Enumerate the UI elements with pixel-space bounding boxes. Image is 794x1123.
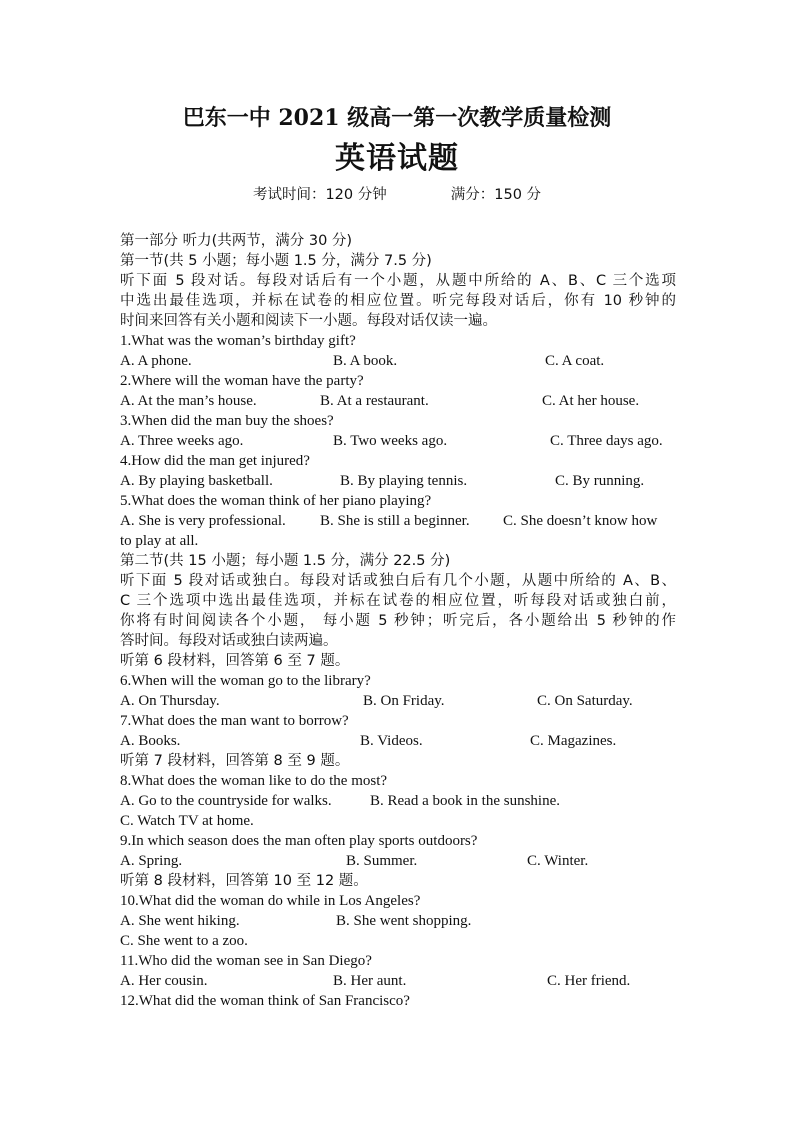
- section1-heading: 第一节(共 5 小题；每小题 1.5 分，满分 7.5 分): [120, 253, 432, 269]
- options-row: [120, 691, 676, 711]
- option-c-continuation: to play at all.: [120, 533, 199, 549]
- option-c: C. By running.: [555, 473, 645, 489]
- subject-title: 英语试题: [335, 141, 459, 176]
- section1-instruction: 听下面 5 段对话。每段对话后有一个小题，从题中所给的 A、B、C 三个选项: [120, 273, 676, 289]
- options-row: [120, 391, 676, 411]
- option-c: C. Watch TV at home.: [120, 813, 254, 829]
- option-a: A. Spring.: [120, 853, 183, 869]
- option-b: B. She went shopping.: [336, 913, 472, 929]
- question-stem: 6.When will the woman go to the library?: [120, 673, 371, 689]
- option-b: B. Videos.: [360, 733, 423, 749]
- options-row: [120, 511, 676, 531]
- options-row: [120, 431, 676, 451]
- option-a: A. She went hiking.: [120, 913, 240, 929]
- option-b: B. A book.: [333, 353, 398, 369]
- option-c: C. Magazines.: [530, 733, 617, 749]
- options-row: [120, 731, 676, 751]
- option-b: B. At a restaurant.: [320, 393, 429, 409]
- option-b: B. Read a book in the sunshine.: [370, 793, 560, 809]
- option-a: A. Go to the countryside for walks.: [120, 793, 332, 809]
- option-c: C. On Saturday.: [537, 693, 633, 709]
- option-c: C. She went to a zoo.: [120, 933, 248, 949]
- option-a: A. Her cousin.: [120, 973, 208, 989]
- options-row: [120, 791, 676, 811]
- material-heading: 听第 8 段材料，回答第 10 至 12 题。: [120, 873, 368, 889]
- exam-score: 满分：150 分: [450, 187, 542, 203]
- option-b: B. Two weeks ago.: [333, 433, 448, 449]
- exam-content: [120, 231, 676, 1011]
- option-b: B. Summer.: [346, 853, 418, 869]
- options-row: [120, 971, 676, 991]
- option-c: C. Winter.: [527, 853, 589, 869]
- school-title: 巴东一中 2021 级高一第一次教学质量检测: [182, 105, 612, 131]
- material-heading: 听第 7 段材料，回答第 8 至 9 题。: [120, 753, 350, 769]
- option-c: C. At her house.: [542, 393, 640, 409]
- section2-instruction: 听下面 5 段对话或独白。每段对话或独白后有几个小题，从题中所给的 A、B、: [120, 573, 676, 589]
- question-stem: 3.When did the man buy the shoes?: [120, 413, 334, 429]
- option-b: B. She is still a beginner.: [320, 513, 470, 529]
- option-a: A. At the man’s house.: [120, 393, 257, 409]
- question-stem: 4.How did the man get injured?: [120, 453, 310, 469]
- question-stem: 10.What did the woman do while in Los Angeles?: [120, 893, 421, 909]
- section2-instruction: 你将有时间阅读各个小题， 每小题 5 秒钟；听完后，各小题给出 5 秒钟的作: [120, 613, 676, 629]
- exam-meta: [0, 185, 794, 205]
- options-row: [120, 931, 676, 951]
- section2-instruction: 答时间。每段对话或独白读两遍。: [120, 633, 338, 649]
- option-a: A. By playing basketball.: [120, 473, 273, 489]
- option-b: B. By playing tennis.: [340, 473, 468, 489]
- option-a: A. On Thursday.: [120, 693, 220, 709]
- options-row: [120, 851, 676, 871]
- options-row: [120, 911, 676, 931]
- option-a: A. She is very professional.: [120, 513, 286, 529]
- option-c: C. Three days ago.: [550, 433, 663, 449]
- section1-instruction: 中选出最佳选项，并标在试卷的相应位置。听完每段对话后，你有 10 秒钟的: [120, 293, 676, 309]
- option-c: C. Her friend.: [547, 973, 631, 989]
- option-a: A. Three weeks ago.: [120, 433, 244, 449]
- part1-heading: 第一部分 听力(共两节，满分 30 分): [120, 233, 353, 249]
- option-a: A. Books.: [120, 733, 181, 749]
- exam-time: 考试时间：120 分钟: [252, 187, 387, 203]
- option-b: B. On Friday.: [363, 693, 445, 709]
- section2-heading: 第二节(共 15 小题；每小题 1.5 分，满分 22.5 分): [120, 553, 451, 569]
- question-stem: 5.What does the woman think of her piano playing?: [120, 493, 432, 509]
- question-stem: 8.What does the woman like to do the most?: [120, 773, 388, 789]
- section1-instruction: 时间来回答有关小题和阅读下一小题。每段对话仅读一遍。: [120, 313, 497, 329]
- material-heading: 听第 6 段材料，回答第 6 至 7 题。: [120, 653, 350, 669]
- option-c: C. A coat.: [545, 353, 605, 369]
- options-row: [120, 811, 676, 831]
- question-stem: 7.What does the man want to borrow?: [120, 713, 349, 729]
- option-a: A. A phone.: [120, 353, 192, 369]
- options-row: [120, 471, 676, 491]
- option-c: C. She doesn’t know how: [503, 513, 658, 529]
- question-stem: 2.Where will the woman have the party?: [120, 373, 364, 389]
- option-b: B. Her aunt.: [333, 973, 407, 989]
- question-stem: 11.Who did the woman see in San Diego?: [120, 953, 372, 969]
- question-stem: 1.What was the woman’s birthday gift?: [120, 333, 356, 349]
- question-stem: 12.What did the woman think of San Francisco?: [120, 993, 410, 1009]
- options-row: [120, 351, 676, 371]
- question-stem: 9.In which season does the man often play sports outdoors?: [120, 833, 478, 849]
- section2-instruction: C 三个选项中选出最佳选项，并标在试卷的相应位置，听每段对话或独白前，: [120, 593, 676, 609]
